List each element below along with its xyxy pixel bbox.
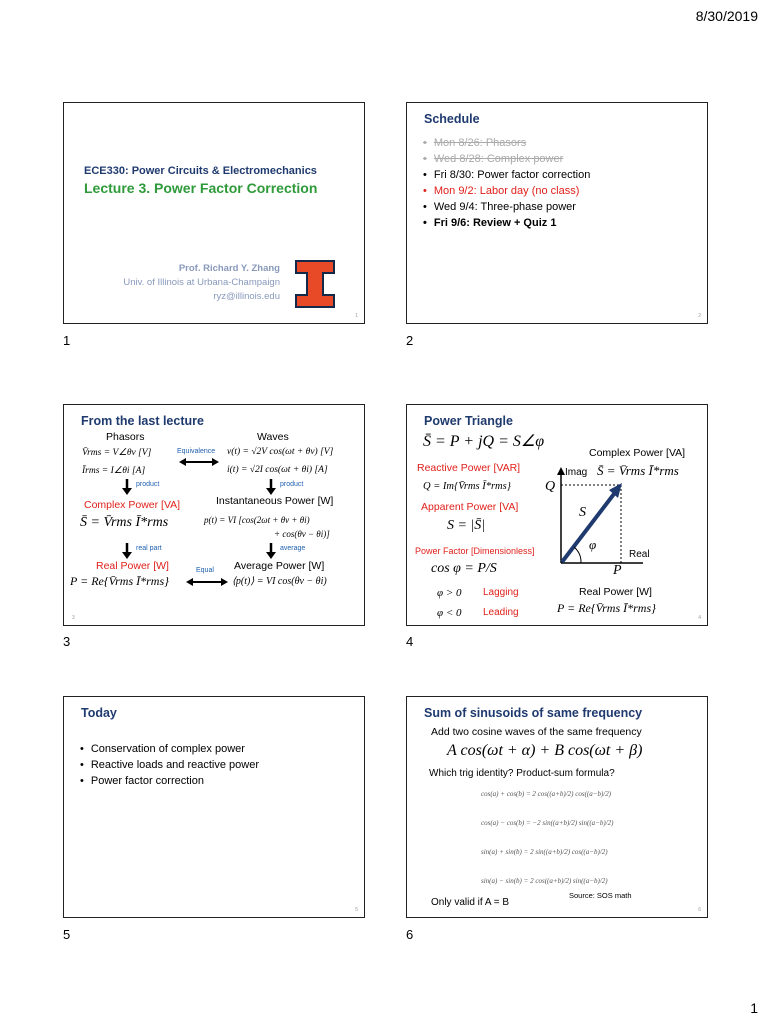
slide-number: 4 — [406, 634, 414, 649]
slide-5 — [63, 696, 365, 918]
slide-number: 6 — [406, 927, 414, 942]
slide-small-number: 6 — [698, 907, 701, 913]
instantaneous-power-label: Instantaneous Power [W] — [216, 495, 334, 507]
s-label: S — [579, 505, 586, 520]
lecture-title: Lecture 3. Power Factor Correction — [84, 180, 318, 196]
real-part-label: real part — [136, 545, 162, 552]
slide-title: From the last lecture — [81, 414, 204, 428]
schedule-item: • Mon 8/26: Phasors — [423, 137, 590, 149]
real-axis-label: Real — [629, 549, 650, 560]
slide-3 — [63, 404, 365, 626]
double-arrow-icon — [179, 457, 219, 467]
illinois-logo-icon — [294, 259, 336, 309]
identity-row: cos(a) − cos(b) = −2 sin((a+b)/2) sin((a−b)/2) — [481, 819, 614, 827]
schedule-item: • Mon 9/2: Labor day (no class) — [423, 185, 590, 197]
complex-power-definition: S̄ = V̄rms Ī*rms — [597, 463, 679, 478]
university-name: Univ. of Illinois at Urbana-Champaign — [123, 277, 280, 288]
slide-title: Schedule — [424, 112, 480, 126]
today-item: • Power factor correction — [80, 775, 259, 787]
instantaneous-power-equation-cont: + cos(θv − θi)] — [274, 529, 330, 539]
today-item: • Conservation of complex power — [80, 743, 259, 755]
power-factor-equation: cos φ = P/S — [431, 561, 497, 576]
down-arrow-icon — [266, 543, 276, 559]
intro-text: Add two cosine waves of the same frequency — [431, 726, 642, 738]
phi-positive: φ > 0 — [437, 587, 462, 599]
slide-number: 2 — [406, 333, 414, 348]
slide-4 — [406, 404, 708, 626]
product-label: product — [136, 481, 160, 488]
down-arrow-icon — [122, 543, 132, 559]
schedule-item: • Wed 8/28: Complex power — [423, 153, 590, 165]
schedule-item: • Fri 9/6: Review + Quiz 1 — [423, 217, 590, 229]
slide-small-number: 3 — [72, 615, 75, 621]
slide-number: 3 — [63, 634, 71, 649]
course-title: ECE330: Power Circuits & Electromechanics — [84, 165, 317, 177]
reactive-power-equation: Q = Im{V̄rms Ī*rms} — [423, 481, 511, 492]
current-wave: i(t) = √2I cos(ωt + θi) [A] — [227, 465, 328, 475]
average-power-equation: ⟨p(t)⟩ = VI cos(θv − θi) — [232, 576, 327, 587]
slide-small-number: 1 — [355, 313, 358, 319]
source-note: Source: SOS math — [569, 891, 632, 900]
real-power-equation: P = Re{V̄rms Ī*rms} — [70, 574, 169, 588]
average-label: average — [280, 545, 306, 552]
slide-small-number: 4 — [698, 615, 701, 621]
identity-row: cos(a) + cos(b) = 2 cos((a+b)/2) cos((a−b)/2) — [481, 790, 612, 798]
real-power-label: Real Power [W] — [579, 586, 652, 598]
voltage-phasor: V̄rms = V∠θv [V] — [82, 448, 152, 458]
real-power-label: Real Power [W] — [96, 560, 169, 572]
phi-negative: φ < 0 — [437, 607, 462, 619]
slide-number: 1 — [63, 333, 71, 348]
identity-row: sin(a) − sin(b) = 2 cos((a+b)/2) sin((a−b)/2) — [481, 877, 608, 885]
power-triangle-diagram — [555, 467, 645, 567]
double-arrow-icon — [186, 577, 228, 587]
apparent-power-label: Apparent Power [VA] — [421, 501, 519, 513]
phi-label: φ — [589, 537, 597, 552]
today-list — [80, 743, 259, 791]
down-arrow-icon — [122, 479, 132, 495]
slide-1 — [63, 102, 365, 324]
schedule-list — [423, 137, 590, 233]
power-factor-label: Power Factor [Dimensionless] — [415, 546, 535, 556]
equivalence-label: Equivalence — [177, 448, 216, 455]
schedule-item: • Wed 9/4: Three-phase power — [423, 201, 590, 213]
validity-note: Only valid if A = B — [431, 897, 510, 908]
voltage-wave: v(t) = √2V cos(ωt + θv) [V] — [227, 447, 334, 457]
complex-power-label: Complex Power [VA] — [589, 447, 686, 459]
q-label: Q — [545, 479, 556, 494]
instantaneous-power-equation: p(t) = VI [cos(2ωt + θv + θi) — [204, 515, 310, 525]
down-arrow-icon — [266, 479, 276, 495]
slide-small-number: 5 — [355, 907, 358, 913]
document-date: 8/30/2019 — [695, 8, 758, 24]
slide-title: Today — [81, 706, 117, 720]
identity-row: sin(a) + sin(b) = 2 sin((a+b)/2) cos((a−b)/2) — [481, 848, 608, 856]
equal-label: Equal — [196, 567, 214, 574]
p-label: P — [613, 563, 622, 578]
current-phasor: Īrms = I∠θi [A] — [82, 466, 146, 476]
average-power-label: Average Power [W] — [234, 560, 325, 572]
slide-title: Sum of sinusoids of same frequency — [424, 706, 643, 720]
slide-small-number: 2 — [698, 313, 701, 319]
product-label: product — [280, 481, 304, 488]
waves-heading: Waves — [257, 431, 289, 443]
email: ryz@illinois.edu — [213, 291, 280, 302]
slide-2 — [406, 102, 708, 324]
slide-title: Power Triangle — [424, 414, 513, 428]
apparent-power-equation: S = |S̄| — [447, 518, 486, 533]
question-text: Which trig identity? Product-sum formula? — [429, 768, 615, 779]
professor-name: Prof. Richard Y. Zhang — [178, 263, 280, 274]
complex-power-label: Complex Power [VA] — [84, 499, 181, 511]
reactive-power-label: Reactive Power [VAR] — [417, 462, 521, 474]
complex-power-main-equation: S̄ = P + jQ = S∠φ — [423, 433, 545, 450]
slide-6 — [406, 696, 708, 918]
phasors-heading: Phasors — [106, 431, 145, 443]
today-item: • Reactive loads and reactive power — [80, 759, 259, 771]
page-number: 1 — [750, 1000, 758, 1016]
complex-power-equation: S̄ = V̄rms Ī*rms — [80, 515, 169, 530]
sum-equation: A cos(ωt + α) + B cos(ωt + β) — [447, 742, 643, 759]
lagging-label: Lagging — [483, 587, 519, 598]
leading-label: Leading — [483, 607, 519, 618]
slide-number: 5 — [63, 927, 71, 942]
real-power-equation: P = Re{V̄rms Ī*rms} — [557, 601, 656, 615]
schedule-item: • Fri 8/30: Power factor correction — [423, 169, 590, 181]
imag-axis-label: Imag — [565, 467, 588, 478]
